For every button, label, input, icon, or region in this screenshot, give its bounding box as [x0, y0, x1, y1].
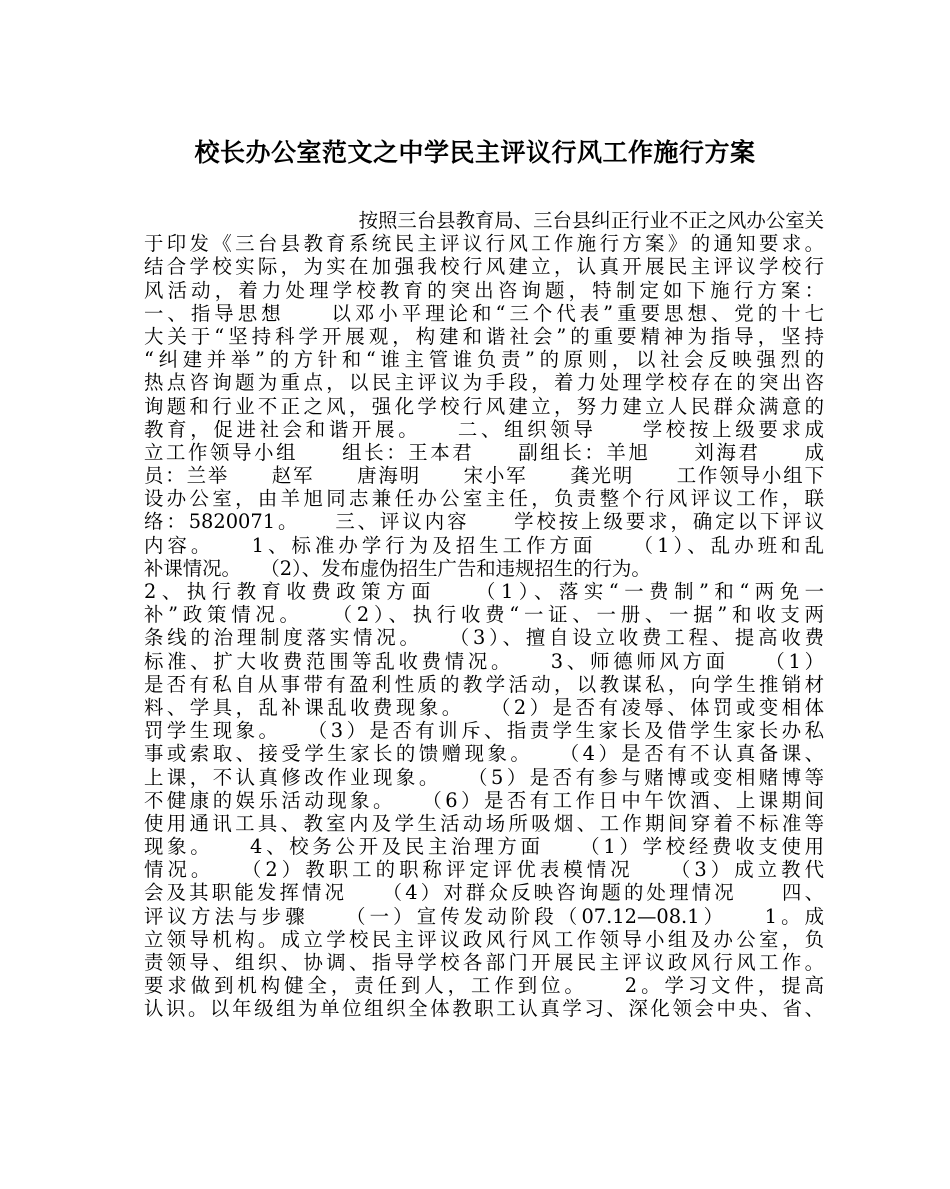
body-line: 按照三台县教育局、三台县纠正行业不正之风办公室关	[358, 209, 824, 232]
body-line: 情况。 （2）教职工的职称评定评优表模情况 （3）成立教代	[144, 858, 824, 882]
body-line: 结合学校实际，为实在加强我校行风建立，认真开展民主评议学校行	[144, 255, 824, 279]
body-line: 热点咨询题为重点，以民主评议为手段，着力处理学校存在的突出咨	[144, 371, 824, 395]
body-line: 补”政策情况。 （2）、执行收费“一证、一册、一据”和收支两	[144, 603, 824, 627]
body-line: 于印发《三台县教育系统民主评议行风工作施行方案》的通知要求。	[144, 232, 824, 256]
body-line: 事或索取、接受学生家长的馈赠现象。 （4）是否有不认真备课、	[144, 742, 824, 766]
body-line: 络：5820071。 三、评议内容 学校按上级要求，确定以下评议	[144, 510, 824, 534]
body-line: 是否有私自从事带有盈利性质的教学活动，以教谋私，向学生推销材	[144, 672, 824, 696]
body-line: 使用通讯工具、教室内及学生活动场所吸烟、工作期间穿着不标准等	[144, 811, 824, 835]
body-line: 会及其职能发挥情况 （4）对群众反映咨询题的处理情况 四、	[144, 881, 824, 905]
body-line: 现象。 4、校务公开及民主治理方面 （1）学校经费收支使用	[144, 835, 824, 859]
body-line: 风活动，着力处理学校教育的突出咨询题，特制定如下施行方案：	[144, 278, 824, 302]
document-body	[144, 209, 824, 1021]
body-line: 员：兰举 赵军 唐海明 宋小军 龚光明 工作领导小组下	[144, 464, 824, 488]
body-line: 一、指导思想 以邓小平理论和“三个代表”重要思想、党的十七	[144, 301, 824, 325]
body-line: 标准、扩大收费范围等乱收费情况。 3、师德师风方面 （1）	[144, 649, 824, 673]
body-line: 条线的治理制度落实情况。 （3）、擅自设立收费工程、提高收费	[144, 626, 824, 650]
body-line: 大关于“坚持科学开展观，构建和谐社会”的重要精神为指导，坚持	[144, 324, 824, 348]
body-line: 立领导机构。成立学校民主评议政风行风工作领导小组及办公室，负	[144, 927, 824, 951]
body-line: 补课情况。 （2）、发布虚伪招生广告和违规招生的行为。	[144, 556, 651, 580]
body-line: 认识。以年级组为单位组织全体教职工认真学习、深化领会中央、省、	[144, 997, 824, 1021]
document-title: 校长办公室范文之中学民主评议行风工作施行方案	[194, 138, 756, 167]
body-line: 评议方法与步骤 （一）宣传发动阶段（07.12—08.1） 1。成	[144, 904, 824, 928]
body-line: 上课，不认真修改作业现象。 （5）是否有参与赌博或变相赌博等	[144, 765, 824, 789]
body-line: 料、学具，乱补课乱收费现象。 （2）是否有凌辱、体罚或变相体	[144, 695, 824, 719]
body-line: 设办公室，由羊旭同志兼任办公室主任，负责整个行风评议工作，联	[144, 487, 824, 511]
body-line: “纠建并举”的方针和“谁主管谁负责”的原则，以社会反映强烈的	[144, 348, 824, 372]
body-line: 教育，促进社会和谐开展。 二、组织领导 学校按上级要求成	[144, 417, 824, 441]
body-line: 要求做到机构健全，责任到人，工作到位。 2。学习文件，提高	[144, 974, 824, 998]
body-line: 2、执行教育收费政策方面 （1）、落实“一费制”和“两免一	[144, 580, 824, 603]
body-line: 责领导、组织、协调、指导学校各部门开展民主评议政风行风工作。	[144, 951, 824, 974]
body-line: 询题和行业不正之风，强化学校行风建立，努力建立人民群众满意的	[144, 394, 824, 418]
body-line: 罚学生现象。 （3）是否有训斥、指责学生家长及借学生家长办私	[144, 719, 824, 743]
body-line: 不健康的娱乐活动现象。 （6）是否有工作日中午饮酒、上课期间	[144, 788, 824, 812]
body-line: 立工作领导小组 组长：王本君 副组长：羊旭 刘海君 成	[144, 440, 824, 464]
body-line: 内容。 1、标准办学行为及招生工作方面 （1）、乱办班和乱	[144, 533, 824, 557]
